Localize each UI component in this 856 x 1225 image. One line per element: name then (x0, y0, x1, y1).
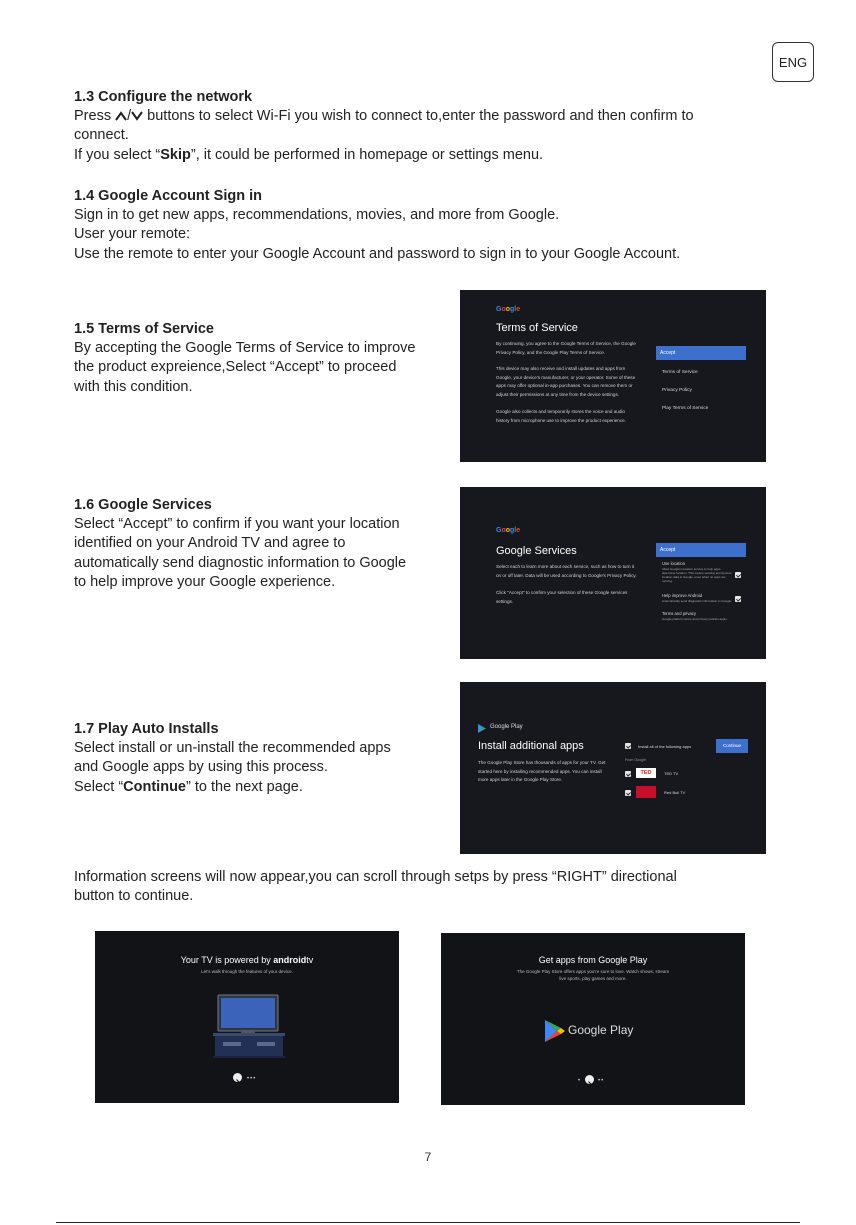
checkbox-use-location[interactable] (735, 572, 741, 578)
play-install-screenshot (460, 682, 766, 854)
section-text: Press / buttons to select Wi-Fi you wish to connect to,enter the password and then confirm to (74, 108, 694, 124)
next-page-icon[interactable] (585, 1075, 594, 1084)
section-title: 1.3 Configure the network (74, 89, 253, 105)
up-arrow-icon (115, 111, 127, 121)
section-terms-of-service (74, 320, 454, 397)
accept-button[interactable]: Accept (656, 543, 746, 557)
menu-privacy-policy[interactable]: Privacy Policy (662, 388, 692, 393)
section-configure-network (74, 88, 774, 165)
section-text: Use the remote to enter your Google Account and password to sign in to your Google Account. (74, 245, 681, 262)
app-ted-name: TED TV (664, 771, 679, 776)
section-text: the product expreience,Select “Accept” to proceed (74, 359, 397, 376)
apps-title: Get apps from Google Play (538, 955, 648, 965)
ted-logo: TED (636, 768, 656, 778)
section-text: User your remote: (74, 226, 191, 243)
checkbox-help-improve[interactable] (735, 596, 741, 602)
get-apps-screenshot (441, 933, 745, 1105)
option-description: Allow Google's location service to help apps determine location. This means sending anonymous location data to Google, even when no apps are running. (662, 567, 732, 583)
section-title: 1.7 Play Auto Installs (74, 721, 219, 737)
section-title: 1.6 Google Services (74, 497, 212, 513)
screen-text: The Google Play Store has thousands of apps for your TV. Get started here by installing recommended apps. You can install more apps later in the Google Play Store. (478, 760, 606, 783)
section-title: 1.4 Google Account Sign in (74, 188, 262, 204)
checkbox-redbull[interactable] (625, 790, 631, 796)
checkbox-ted[interactable] (625, 771, 631, 777)
from-google-label: From Google (625, 758, 646, 762)
screen-text: Google also collects and temporarily stores the voice and audio history from microphone use to improve the product experience. (496, 409, 626, 423)
option-terms-privacy[interactable]: Terms and privacy (662, 611, 696, 616)
page-number: 7 (424, 1150, 432, 1164)
option-description: Automatically send diagnostic information to Google. (662, 599, 732, 603)
section-google-signin (74, 187, 774, 264)
intro-subtitle: Let's walk through the features of your device. (201, 969, 293, 974)
pagination-dots-icon: ••• (247, 1076, 257, 1082)
option-use-location[interactable]: Use location (662, 561, 686, 566)
continue-button[interactable]: Continue (716, 739, 748, 753)
continue-label: Continue (123, 778, 186, 795)
section-play-auto-installs (74, 720, 454, 797)
skip-label: Skip (160, 146, 191, 163)
menu-terms-of-service[interactable]: Terms of Service (662, 370, 698, 375)
option-description: Google platform terms and privacy policies apply. (662, 617, 728, 621)
footer-divider (56, 1222, 800, 1223)
google-services-screenshot (460, 487, 766, 659)
section-text: and Google apps by using this process. (74, 759, 328, 776)
section-text: By accepting the Google Terms of Service to improve (74, 340, 416, 356)
screen-title: Google Services (496, 545, 577, 557)
screen-title: Install additional apps (478, 740, 584, 752)
pagination-dots-icon: •• (598, 1078, 605, 1084)
accept-button[interactable]: Accept (656, 346, 746, 360)
section-text: to help improve your Google experience. (74, 573, 336, 590)
google-play-brand: Google Play (490, 724, 523, 730)
section-text: connect. (74, 127, 129, 144)
app-redbull-name: Red Bull TV (664, 790, 686, 795)
pagination-dot-icon: • (578, 1078, 581, 1084)
section-text: Select install or un-install the recommended apps (74, 740, 391, 756)
google-logo: Google (496, 306, 521, 313)
next-page-icon[interactable] (233, 1073, 242, 1082)
info-text: Information screens will now appear,you can scroll through setps by press “RIGHT” directional button to continue. (74, 869, 677, 905)
section-text: If you select “Skip”, it could be performed in homepage or settings menu. (74, 146, 544, 163)
redbull-logo (636, 786, 656, 798)
down-arrow-icon (131, 111, 143, 121)
screen-text: By continuing, you agree to the Google Terms of Service, the Google Privacy Policy, and the Google Play Terms of Service. (496, 341, 636, 355)
screen-text: Click "Accept" to confirm your selection of these Google services settings. (496, 590, 628, 604)
menu-play-terms[interactable]: Play Terms of Service (662, 406, 709, 411)
install-all-label: Install all of the following apps (638, 744, 692, 749)
intro-title: Your TV is powered by androidtv (180, 955, 314, 965)
section-title: 1.5 Terms of Service (74, 321, 214, 337)
tos-screenshot (460, 290, 766, 462)
section-google-services (74, 496, 454, 592)
section-text: Select “Accept” to confirm if you want your location (74, 516, 400, 532)
google-play-logo-icon (545, 1020, 565, 1042)
google-play-wordmark: Google Play (568, 1023, 634, 1037)
screen-text: Select each to learn more about each service, such as how to turn it on or off later. Data will be used according to Google's Privacy Policy. (496, 564, 637, 578)
section-text: automatically send diagnostic information to Google (74, 554, 407, 571)
section-text: Sign in to get new apps, recommendations, movies, and more from Google. (74, 207, 560, 223)
apps-subtitle: The Google Play Store offers apps you're sure to love. Watch shows, stream (516, 969, 670, 974)
section-text: identified on your Android TV and agree to (74, 535, 346, 552)
option-help-improve[interactable]: Help improve Android (662, 593, 703, 598)
google-play-icon (478, 724, 486, 733)
checkbox-install-all[interactable] (625, 743, 631, 749)
language-badge: ENG (772, 42, 814, 82)
section-text: Select “Continue” to the next page. (74, 778, 303, 795)
tv-illustration-icon (213, 993, 285, 1061)
android-tv-intro-screenshot (95, 931, 399, 1103)
screen-text: This device may also receive and install updates and apps from Google, your device's manufacturer, or your operator. Some of these apps may offer optional in-app purchases. You can remove them or adjust their permissions at any time from the device settings. (496, 366, 636, 397)
apps-subtitle: live sports, play games and more. (559, 976, 627, 981)
screen-title: Terms of Service (496, 322, 578, 334)
google-logo: Google (496, 527, 521, 534)
section-text: with this condition. (74, 378, 193, 395)
